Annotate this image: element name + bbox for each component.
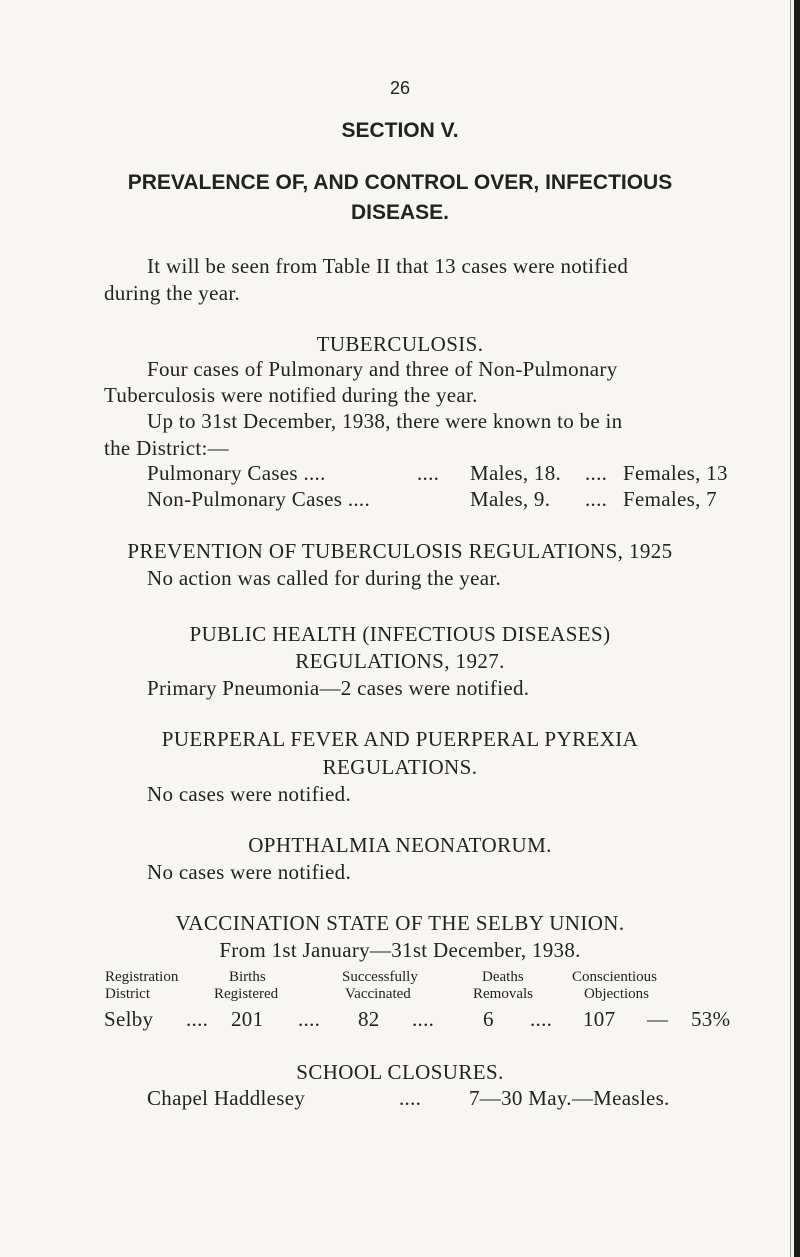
row-sep: .... bbox=[186, 1007, 209, 1031]
column-header: Deaths bbox=[482, 969, 524, 985]
puerperal-heading-line1: PUERPERAL FEVER AND PUERPERAL PYREXIA bbox=[161, 727, 639, 751]
tb-row-label: Non-Pulmonary Cases .... bbox=[147, 487, 371, 511]
puerperal-heading-line2: REGULATIONS. bbox=[322, 755, 478, 779]
column-header: Successfully bbox=[342, 969, 418, 985]
school-closures-heading: SCHOOL CLOSURES. bbox=[296, 1060, 504, 1084]
public-health-text: Primary Pneumonia—2 cases were notified. bbox=[147, 676, 530, 700]
column-header: District bbox=[105, 986, 150, 1002]
tb-row-males: Males, 9. bbox=[470, 487, 551, 511]
column-header: Registered bbox=[214, 986, 279, 1002]
prevention-heading: PREVENTION OF TUBERCULOSIS REGULATIONS, 1925 bbox=[127, 539, 673, 563]
section-title: SECTION V. bbox=[341, 119, 459, 142]
objections-cell: 107 bbox=[583, 1007, 616, 1031]
deaths-cell: 6 bbox=[483, 1007, 494, 1031]
row-sep: .... bbox=[530, 1007, 553, 1031]
births-cell: 201 bbox=[231, 1007, 264, 1031]
vaccinated-cell: 82 bbox=[358, 1007, 380, 1031]
page-number: 26 bbox=[389, 78, 411, 98]
ophthalmia-text: No cases were notified. bbox=[147, 860, 351, 884]
prevention-text: No action was called for during the year. bbox=[147, 566, 502, 590]
intro-line1: It will be seen from Table II that 13 cases were notified bbox=[147, 254, 629, 278]
tb-para1-line2: Tuberculosis were notified during the year. bbox=[104, 383, 478, 407]
intro-line2: during the year. bbox=[104, 281, 241, 305]
tb-para1-line1: Four cases of Pulmonary and three of Non-Pulmonary bbox=[147, 357, 618, 381]
school-name: Chapel Haddlesey bbox=[147, 1086, 306, 1110]
row-sep: .... bbox=[412, 1007, 435, 1031]
column-header: Conscientious bbox=[572, 969, 657, 985]
tuberculosis-heading: TUBERCULOSIS. bbox=[316, 332, 484, 356]
puerperal-text: No cases were notified. bbox=[147, 782, 351, 806]
column-header: Vaccinated bbox=[345, 986, 411, 1002]
tb-row-sep: .... bbox=[417, 461, 440, 485]
column-header: Births bbox=[229, 969, 266, 985]
tb-row-sep: .... bbox=[585, 461, 608, 485]
tb-row-females: Females, 13 bbox=[623, 461, 728, 485]
tb-row-sep: .... bbox=[585, 487, 608, 511]
ophthalmia-heading: OPHTHALMIA NEONATORUM. bbox=[248, 833, 552, 857]
tb-row-males: Males, 18. bbox=[470, 461, 562, 485]
main-title-line2: DISEASE. bbox=[350, 201, 450, 224]
school-sep: .... bbox=[399, 1086, 422, 1110]
district-cell: Selby bbox=[104, 1007, 154, 1031]
tb-row-females: Females, 7 bbox=[623, 487, 717, 511]
main-title-line1: PREVALENCE OF, AND CONTROL OVER, INFECTIOUS bbox=[127, 171, 673, 194]
tb-para2-line1: Up to 31st December, 1938, there were known to be in bbox=[147, 409, 623, 433]
tb-para2-line2: the District:— bbox=[104, 436, 229, 460]
vaccination-heading: VACCINATION STATE OF THE SELBY UNION. bbox=[175, 911, 625, 935]
public-health-heading-line2: REGULATIONS, 1927. bbox=[295, 649, 505, 673]
column-header: Registration bbox=[105, 969, 179, 985]
vaccination-subheading: From 1st January—31st December, 1938. bbox=[219, 938, 581, 962]
row-dash: — bbox=[647, 1007, 669, 1031]
row-sep: .... bbox=[298, 1007, 321, 1031]
percent-cell: 53% bbox=[691, 1007, 731, 1031]
public-health-heading-line1: PUBLIC HEALTH (INFECTIOUS DISEASES) bbox=[189, 622, 611, 646]
column-header: Objections bbox=[584, 986, 649, 1002]
column-header: Removals bbox=[473, 986, 533, 1002]
school-detail: 7—30 May.—Measles. bbox=[469, 1086, 670, 1110]
tb-row-label: Pulmonary Cases .... bbox=[147, 461, 326, 485]
